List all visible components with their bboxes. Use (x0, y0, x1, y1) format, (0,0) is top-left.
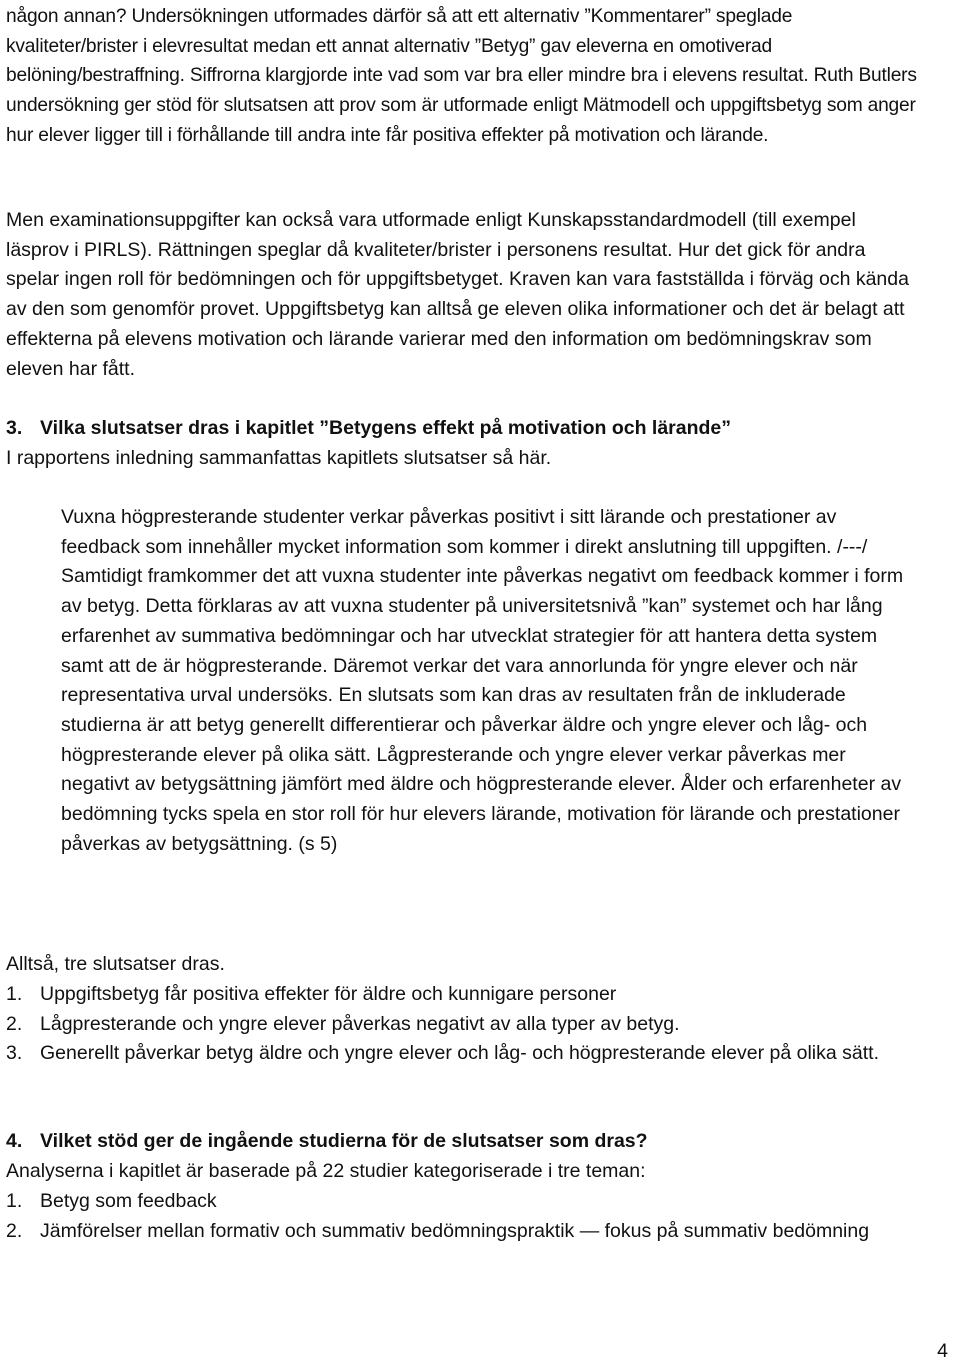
list-item (6, 1217, 916, 1247)
list-item-text: Lågpresterande och yngre elever påverkas negativt av alla typer av betyg. (40, 1012, 680, 1035)
list-item-number: 2. (6, 1012, 23, 1035)
list-item (6, 980, 916, 1010)
list-item (6, 1187, 916, 1217)
section-4-number: 4. (6, 1130, 23, 1152)
list-item-number: 1. (6, 1190, 23, 1212)
list-item-number: 1. (6, 983, 23, 1005)
paragraph-butler: någon annan? Undersökningen utformades därför så att ett alternativ ”Kommentarer” speglade kvaliteter/brister i elevresultat medan ett annat alternativ ”Betyg” gav eleverna en omotiverad belöning/bestraffning. Siffrorna klargjorde inte vad som var bra eller mindre bra i elevens resultat. Ruth Butlers undersökning ger stöd för slutsatsen att prov som är utformade enligt Mätmodell och uppgiftsbetyg som anger hur elever ligger till i förhållande till andra inte får positiva effekter på motivation och lärande. (6, 6, 917, 146)
page-number: 4 (937, 1340, 948, 1362)
list-item-text: Betyg som feedback (40, 1190, 217, 1212)
list-item-number: 2. (6, 1219, 23, 1242)
list-item-text: Jämförelser mellan formativ och summativ bedömningspraktik — fokus på summativ bedömning (40, 1219, 870, 1242)
block-quote: Vuxna högpresterande studenter verkar påverkas positivt i sitt lärande och prestationer av feedback som innehåller mycket information som kommer i direkt anslutning till uppgiften. /---/ Samtidigt framkommer det att vuxna studenter inte påverkas negativt om feedback kommer i form av betyg. Detta förklaras av att vuxna studenter på universitetsnivå ”kan” systemet och har lång erfarenhet av summativa bedömningar och har utvecklat strategier för att hantera detta system samt att de är högpresterande. Däremot verkar det vara annorlunda för yngre elever och när representativa urval undersöks. En slutsats som kan dras av resultaten från de inkluderade studierna är att betyg generellt differentierar och påverkar äldre och yngre elever och låg- och högpresterande elever på olika sätt. Lågpresterande och yngre elever verkar påverkas mer negativt av betygsättning jämfört med äldre och högpresterande elever. Ålder och erfarenheter av bedömning tycks spela en stor roll för hur elevers lärande, motivation för lärande och prestationer påverkas av betygsättning. (s 5) (61, 506, 904, 855)
section-3-heading (6, 414, 924, 444)
section-3-number: 3. (6, 417, 23, 439)
list-item-text: Uppgiftsbetyg får positiva effekter för äldre och kunnigare personer (40, 983, 617, 1005)
section-4-intro: Analyserna i kapitlet är baserade på 22 studier kategoriserade i tre teman: (6, 1160, 646, 1182)
section-3-title: Vilka slutsatser dras i kapitlet ”Betygens effekt på motivation och lärande” (40, 417, 732, 439)
list-item (6, 1039, 916, 1069)
summary-line: Alltså, tre slutsatser dras. (6, 953, 225, 975)
conclusions-list (6, 980, 916, 1069)
paragraph-kunskapsstandard: Men examinationsuppgifter kan också vara utformade enligt Kunskapsstandardmodell (till exempel läsprov i PIRLS). Rättningen speglar då kvaliteter/brister i personens resultat. Hur det gick för andra spelar ingen roll för bedömningen och för uppgiftsbetyget. Kraven kan vara fastställda i förväg och kända av den som genomför provet. Uppgiftsbetyg kan alltså ge eleven olika informationer och det är belagt att effekterna på elevens motivation och lärande varierar med den information om bedömningskrav som eleven har fått. (6, 209, 909, 380)
section-4-heading (6, 1127, 924, 1157)
list-item (6, 1010, 916, 1040)
list-item-number: 3. (6, 1042, 23, 1065)
list-item-text: Generellt påverkar betyg äldre och yngre elever och låg- och högpresterande elever på olika sätt. (40, 1042, 879, 1065)
section-4-title: Vilket stöd ger de ingående studierna för de slutsatser som dras? (40, 1130, 648, 1152)
themes-list (6, 1187, 916, 1246)
section-3-intro: I rapportens inledning sammanfattas kapitlets slutsatser så här. (6, 447, 552, 469)
